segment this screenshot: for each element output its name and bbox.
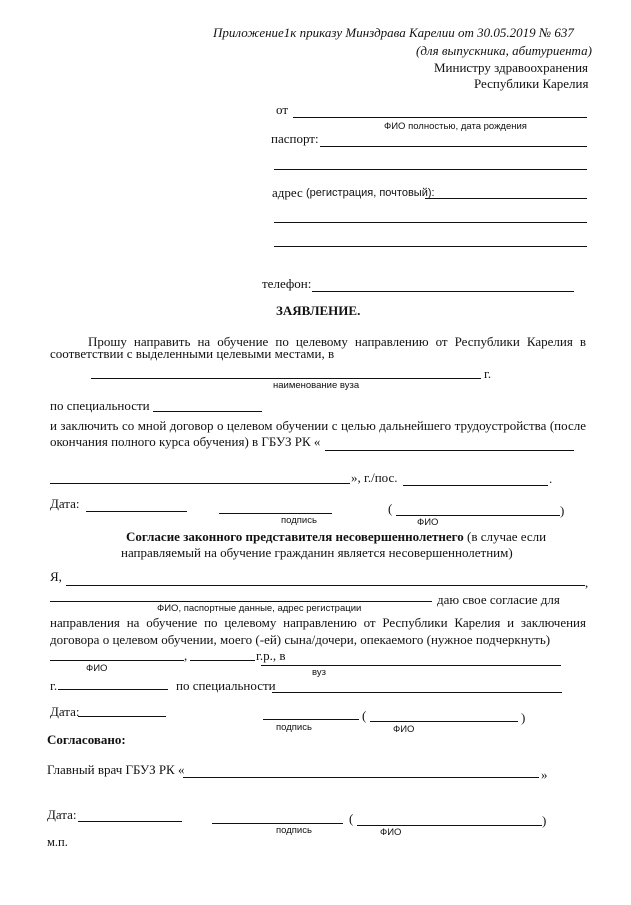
consent-comma: ,	[585, 575, 589, 590]
consent-date-field[interactable]	[78, 716, 166, 717]
specialty-label: по специальности	[50, 398, 150, 413]
hospital-field-line-2[interactable]	[50, 483, 350, 484]
consent-fio-field[interactable]	[66, 585, 585, 586]
approval-paren-open: (	[349, 811, 354, 826]
applicant-date-label: Дата:	[50, 496, 80, 511]
consent-signature-caption: подпись	[276, 722, 312, 733]
approval-name-caption: ФИО	[380, 827, 402, 838]
consent-city-label: г.	[50, 678, 58, 693]
from-field-line[interactable]	[293, 117, 587, 118]
approval-paren-close: )	[542, 813, 547, 828]
consent-name-caption: ФИО	[393, 724, 415, 735]
consent-fio-small-caption: ФИО	[86, 663, 108, 674]
request-line-1: Прошу направить на обучение по целевому направлению от Республики Карелия в	[88, 334, 586, 349]
consent-paren-open: (	[362, 708, 367, 723]
passport-field-line[interactable]	[320, 146, 587, 147]
address-label: адрес	[272, 185, 303, 200]
head-doctor-close-quote: »	[541, 767, 548, 782]
consent-birth-label: г.р., в	[256, 648, 286, 663]
from-caption: ФИО полностью, дата рождения	[384, 121, 527, 132]
consent-child-name-field[interactable]	[50, 660, 184, 661]
consent-date-label: Дата:	[50, 704, 80, 719]
approval-date-label: Дата:	[47, 807, 77, 822]
consent-text-line-2: договора о целевом обучении, моего (-ей) сына/дочери, опекаемого (нужное подчеркнуть)	[50, 632, 551, 647]
request-line-2: соответствии с выделенными целевыми местами, в	[50, 346, 335, 361]
consent-i-label: Я,	[50, 569, 62, 584]
from-label: от	[276, 102, 289, 117]
contract-line-2: окончания полного курса обучения) в ГБУЗ РК «	[50, 434, 321, 449]
consent-comma-2: ,	[184, 648, 188, 663]
consent-agree-text: даю свое согласие для	[437, 592, 560, 607]
header-addressee-line2: Республики Карелия	[474, 76, 589, 91]
header-addressee-line1: Министру здравоохранения	[434, 60, 589, 75]
header-order-reference: Приложение1к приказу Минздрава Карелии от 30.05.2019 № 637	[213, 25, 574, 40]
city-suffix: г.	[484, 366, 492, 381]
consent-signature-field[interactable]	[263, 719, 359, 720]
head-doctor-label: Главный врач ГБУЗ РК «	[47, 762, 185, 777]
applicant-paren-open: (	[388, 501, 393, 516]
address-field-line[interactable]	[425, 198, 587, 199]
address-field-line-2[interactable]	[274, 222, 587, 223]
consent-fio-caption: ФИО, паспортные данные, адрес регистрации	[157, 603, 362, 614]
locality-label: », г./пос.	[351, 470, 398, 485]
head-doctor-field[interactable]	[183, 777, 539, 778]
approval-signature-caption: подпись	[276, 825, 312, 836]
approval-signature-field[interactable]	[212, 823, 343, 824]
locality-field-line[interactable]	[403, 485, 548, 486]
locality-period: .	[549, 471, 553, 486]
consent-specialty-field[interactable]	[272, 692, 562, 693]
applicant-date-field[interactable]	[86, 511, 187, 512]
passport-label: паспорт:	[271, 131, 319, 146]
applicant-signature-caption: подпись	[281, 515, 317, 526]
applicant-name-caption: ФИО	[417, 517, 439, 528]
address-hint: (регистрация, почтовый):	[306, 187, 435, 199]
consent-title-bold: Согласие законного представителя несовершеннолетнего	[126, 529, 464, 544]
consent-university-caption: вуз	[312, 667, 326, 678]
consent-university-field[interactable]	[261, 665, 561, 666]
hospital-field-line[interactable]	[325, 450, 574, 451]
consent-title-line-2: направляемый на обучение гражданин является несовершеннолетним)	[121, 545, 513, 560]
address-field-line-3[interactable]	[274, 246, 587, 247]
consent-specialty-label: по специальности	[176, 678, 276, 693]
contract-line-1: и заключить со мной договор о целевом обучении с целью дальнейшего трудоустройства (после	[50, 418, 586, 433]
consent-text-line-1: направления на обучение по целевому направлению от Республики Карелия и заключения	[50, 615, 586, 630]
applicant-signature-field[interactable]	[219, 513, 332, 514]
specialty-field-line[interactable]	[153, 411, 262, 412]
university-field-line[interactable]	[91, 378, 481, 379]
passport-field-line-2[interactable]	[274, 169, 587, 170]
phone-field-line[interactable]	[312, 291, 574, 292]
consent-name-field[interactable]	[370, 721, 518, 722]
consent-fio-field-2[interactable]	[50, 601, 432, 602]
consent-birth-year-field[interactable]	[190, 660, 255, 661]
consent-title-rest: (в случае если	[463, 529, 547, 544]
seal-placeholder: м.п.	[47, 835, 68, 849]
phone-label: телефон:	[262, 276, 312, 291]
university-caption: наименование вуза	[273, 380, 360, 391]
consent-paren-close: )	[521, 710, 526, 725]
approval-date-field[interactable]	[78, 821, 182, 822]
header-applicant-type: (для выпускника, абитуриента)	[416, 43, 592, 58]
consent-title	[126, 530, 546, 543]
applicant-name-field[interactable]	[396, 515, 560, 516]
document-title: ЗАЯВЛЕНИЕ.	[276, 303, 361, 318]
applicant-paren-close: )	[560, 503, 565, 518]
approval-name-field[interactable]	[357, 825, 542, 826]
consent-city-field[interactable]	[58, 689, 168, 690]
approval-title: Согласовано:	[47, 732, 126, 747]
